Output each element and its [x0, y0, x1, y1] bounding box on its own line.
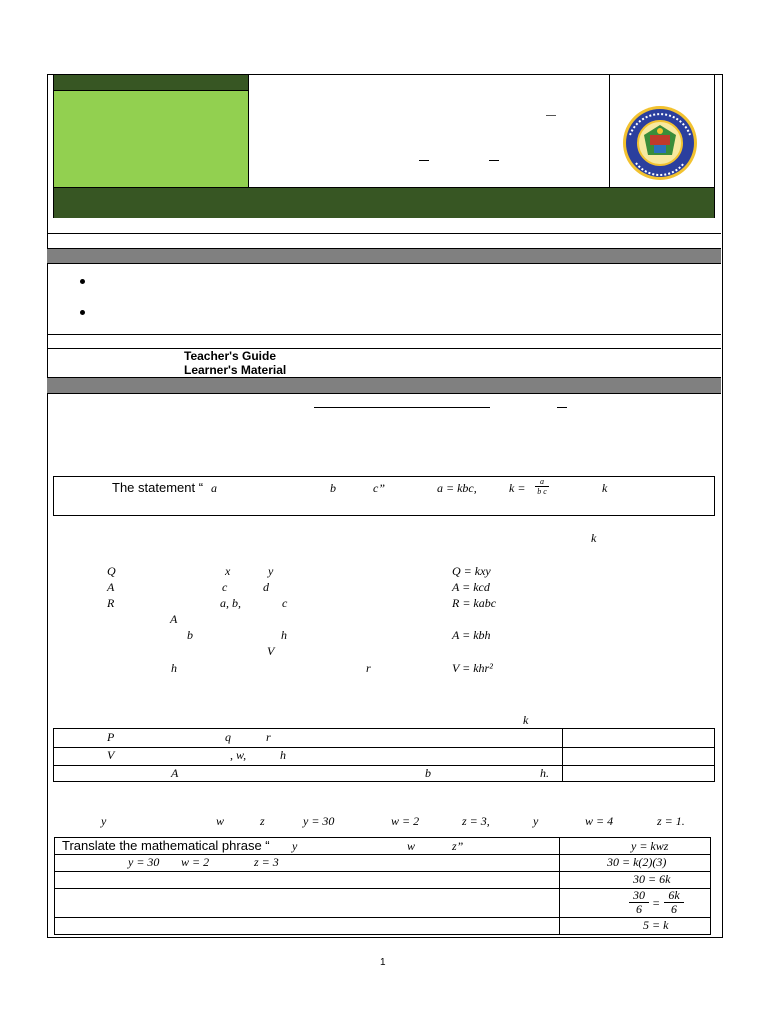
- fraction-denominator: 6: [671, 902, 677, 916]
- header-block: [53, 74, 715, 218]
- title-dash: [546, 115, 556, 116]
- definition-box: [53, 476, 715, 516]
- definition-var: k: [602, 481, 608, 495]
- example-var: x: [225, 564, 231, 578]
- definition-k-eq: k =: [509, 481, 526, 495]
- solution-equation: y = kwz: [631, 839, 669, 853]
- solution-var: w = 2: [181, 855, 210, 869]
- table-row: [54, 766, 714, 782]
- solution-equation: 5 = k: [643, 918, 669, 932]
- k-marker: k: [523, 713, 529, 727]
- example-equation: A = kcd: [452, 580, 490, 594]
- title-dash: [557, 407, 567, 408]
- fraction-numerator: 6k: [668, 888, 680, 902]
- title-dash: [489, 160, 499, 161]
- example-var: r: [366, 661, 371, 675]
- divider: [47, 348, 721, 349]
- example-var: y: [268, 564, 274, 578]
- example-var: A: [107, 580, 115, 594]
- section-bar-content: [47, 377, 721, 394]
- example-var: A: [170, 612, 178, 626]
- table-row: [54, 729, 714, 748]
- example-var: h: [171, 661, 177, 675]
- definition-var: a: [211, 481, 217, 495]
- exercise-var: b: [425, 766, 431, 780]
- exercise-var: , w,: [230, 748, 247, 762]
- solution-table: [54, 837, 711, 935]
- fraction-denominator: b c: [537, 487, 547, 496]
- table-row: [54, 748, 714, 766]
- exercise-var: r: [266, 730, 271, 744]
- header-dark-strip: [54, 75, 248, 91]
- problem-var: y: [533, 814, 539, 828]
- exercise-var: h: [280, 748, 286, 762]
- example-var: c: [282, 596, 288, 610]
- definition-var: b: [330, 481, 336, 495]
- solution-var: y = 30: [128, 855, 160, 869]
- solution-equation: 30 = k(2)(3): [607, 855, 667, 869]
- title-dash: [419, 160, 429, 161]
- lesson-title-underline: [314, 407, 490, 408]
- fraction-numerator: 30: [633, 888, 645, 902]
- fraction-denominator: 6: [636, 902, 642, 916]
- header-title-area: [248, 75, 610, 187]
- solution-var: z = 3: [254, 855, 279, 869]
- example-var: R: [107, 596, 115, 610]
- table-row: [55, 918, 710, 934]
- ref-learners-material: Learner's Material: [184, 363, 287, 377]
- solution-fraction-right: [664, 889, 684, 916]
- example-equation: Q = kxy: [452, 564, 491, 578]
- exercise-var: h.: [540, 766, 549, 780]
- definition-fraction: [535, 477, 549, 496]
- example-var: Q: [107, 564, 116, 578]
- header-bottom-bar: [54, 187, 714, 218]
- example-var: a, b,: [220, 596, 241, 610]
- exercise-var: P: [107, 730, 115, 744]
- exercise-var: V: [107, 748, 115, 762]
- seal-logo: [620, 105, 700, 185]
- example-var: c: [222, 580, 228, 594]
- fraction-equals: =: [652, 896, 661, 910]
- solution-var: z”: [452, 839, 464, 853]
- definition-prefix: The statement “: [112, 480, 204, 495]
- solution-var: y: [292, 839, 298, 853]
- exercise-table: [53, 728, 715, 782]
- page-number: 1: [380, 957, 386, 968]
- example-var: h: [281, 628, 287, 642]
- problem-var: z = 3,: [462, 814, 490, 828]
- table-row: [55, 838, 710, 855]
- header-green-panel: [54, 91, 248, 187]
- table-row: [55, 872, 710, 889]
- example-var: d: [263, 580, 269, 594]
- problem-var: y: [101, 814, 107, 828]
- fraction-numerator: a: [540, 477, 544, 486]
- exercise-var: q: [225, 730, 231, 744]
- table-row: [55, 855, 710, 872]
- seal-icon: [620, 105, 700, 185]
- problem-var: w: [216, 814, 225, 828]
- k-marker: k: [591, 531, 597, 545]
- problem-var: w = 2: [391, 814, 420, 828]
- problem-var: y = 30: [303, 814, 335, 828]
- divider: [47, 334, 721, 335]
- divider: [47, 233, 721, 234]
- example-equation: V = khr²: [452, 661, 493, 675]
- example-equation: R = kabc: [452, 596, 497, 610]
- definition-equation: a = kbc,: [437, 481, 477, 495]
- example-var: b: [187, 628, 193, 642]
- solution-var: w: [407, 839, 416, 853]
- example-equation: A = kbh: [452, 628, 491, 642]
- solution-equation: 30 = 6k: [633, 872, 671, 886]
- problem-var: z = 1.: [657, 814, 685, 828]
- objective-bullet: [80, 279, 85, 284]
- section-bar-objectives: [47, 248, 721, 264]
- example-var: V: [267, 644, 275, 658]
- objective-bullet: [80, 310, 85, 315]
- problem-var: w = 4: [585, 814, 614, 828]
- ref-teachers-guide: Teacher's Guide: [184, 349, 276, 363]
- exercise-var: A: [171, 766, 179, 780]
- problem-var: z: [260, 814, 265, 828]
- definition-var: c”: [373, 481, 385, 495]
- table-row: [55, 889, 710, 918]
- solution-step-text: Translate the mathematical phrase “: [62, 838, 270, 853]
- solution-fraction-left: [629, 889, 649, 916]
